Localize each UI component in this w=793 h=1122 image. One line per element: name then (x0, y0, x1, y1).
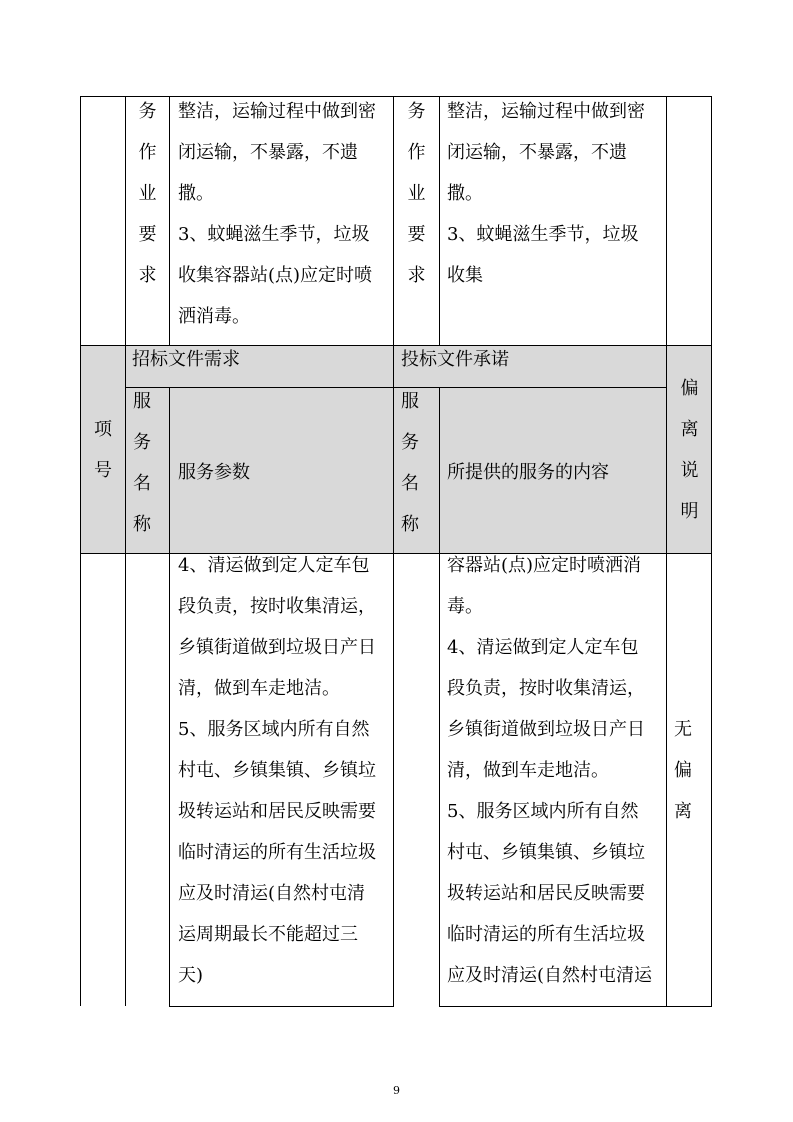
header-service-name-left: 服 务 名 称 (133, 391, 151, 535)
bottom-deviation-value: 无 偏 离 (674, 719, 692, 822)
rule-bottom-params (169, 1006, 393, 1007)
rule-bottom-content (439, 1006, 712, 1007)
header-item-number: 项 号 (94, 418, 112, 481)
vline-name-right-bottom (439, 387, 440, 1007)
vline-name-left-top (169, 96, 170, 345)
header-tender-commitment: 投标文件承诺 (401, 349, 509, 370)
bottom-resp-service-content: 容器站(点)应定时喷洒消 毒。 4、清运做到定人定车包 段负责，按时收集清运， 乡镇街道做到垃圾日产日 清，做到车走地洁。 5、服务区域内所有自然 村屯、乡镇集镇、乡镇垃 圾转运站和居民反映需要 临时清运的所有生活垃圾 应及时清运(自然村屯清运 (447, 555, 653, 986)
header-bid-requirement: 招标文件需求 (132, 349, 240, 370)
header-deviation-note: 偏 离 说 明 (680, 377, 699, 522)
header-service-params: 服务参数 (178, 461, 250, 483)
top-req-service-params: 整洁，运输过程中做到密 闭运输，不暴露，不遗 撒。 3、蚊蝇滋生季节，垃圾 收集容器站(点)应定时喷 洒消毒。 (178, 101, 376, 327)
top-req-service-name: 务 作 业 要 求 (138, 101, 157, 286)
vline-name-left-bottom (169, 387, 170, 1007)
vline-name-right-top (439, 96, 440, 345)
bottom-req-service-params: 4、清运做到定人定车包 段负责，按时收集清运， 乡镇街道做到垃圾日产日 清，做到车走地洁。 5、服务区域内所有自然 村屯、乡镇集镇、乡镇垃 圾转运站和居民反映需要 临时清运的所有生活垃圾 应及时清运(自然村屯清 运周期最长不能超过三 天) (178, 555, 376, 986)
header-service-content: 所提供的服务的内容 (447, 461, 609, 483)
page-number: 9 (393, 1084, 400, 1097)
header-service-name-right: 服 务 名 称 (401, 391, 419, 535)
top-resp-service-name: 务 作 业 要 求 (407, 101, 426, 286)
top-resp-service-content: 整洁，运输过程中做到密 闭运输，不暴露，不遗 撒。 3、蚊蝇滋生季节，垃圾 收集 (447, 101, 645, 286)
